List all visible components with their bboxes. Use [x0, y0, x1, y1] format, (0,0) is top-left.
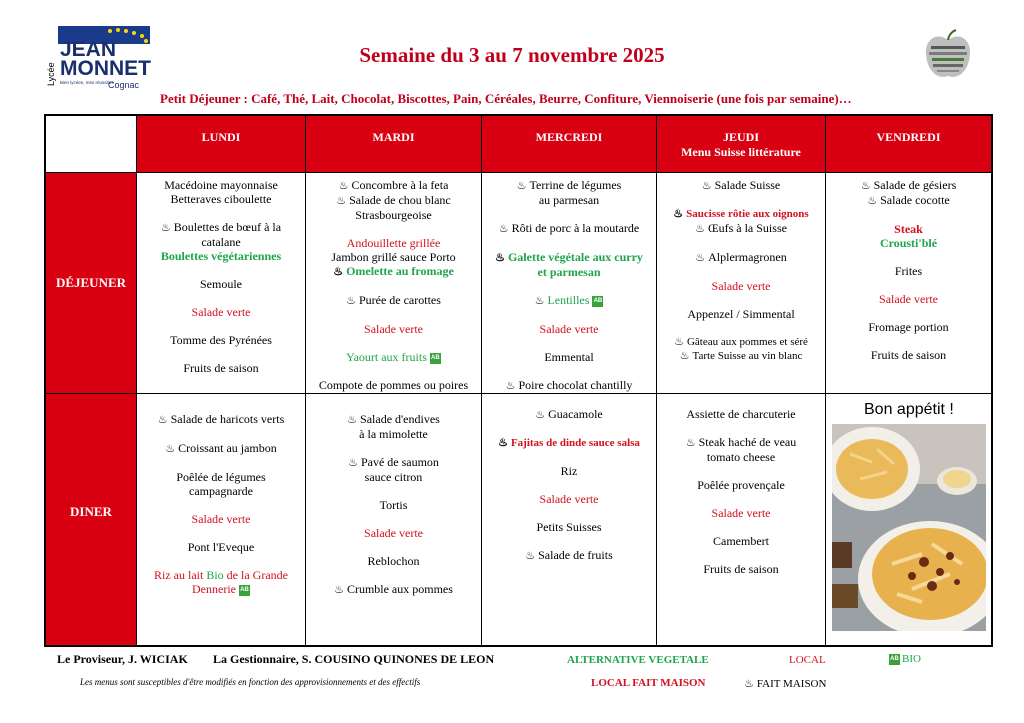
breakfast-line: Petit Déjeuner : Café, Thé, Lait, Chocolat, Biscottes, Pain, Céréales, Beurre, Confiture, Viennoiserie (une fois par semaine)… — [160, 91, 852, 106]
menu-item: Fruits de saison — [703, 562, 779, 576]
page-title: Semaine du 3 au 7 novembre 2025 — [359, 43, 665, 67]
menu-item: ♨ Salade de haricots verts — [157, 412, 285, 426]
signature-proviseur: Le Proviseur, J. WICIAK — [57, 652, 188, 666]
chef-hat-icon: ♨ — [157, 414, 168, 426]
menu-item: Reblochon — [367, 554, 420, 568]
menu-item: tomato cheese — [706, 450, 776, 464]
menu-item-vegetarian: ♨ Omelette au fromage — [333, 264, 454, 278]
row-label-dejeuner: DÉJEUNER — [46, 173, 136, 393]
menu-item: ♨ Purée de carottes — [346, 293, 441, 307]
menu-item: ♨ Crumble aux pommes — [334, 582, 453, 596]
row-label-diner: DINER — [46, 394, 136, 645]
menu-item: Semoule — [200, 277, 242, 291]
menu-item: ♨ Salade de chou blanc — [336, 193, 451, 207]
chef-hat-icon: ♨ — [679, 350, 690, 362]
lunch-jeudi — [657, 178, 825, 363]
signature-gestionnaire: La Gestionnaire, S. COUSINO QUINONES DE LEON — [213, 652, 495, 666]
chef-hat-icon: ♨ — [860, 180, 871, 192]
logo-jean: JEAN — [60, 38, 117, 61]
dinner-mercredi — [482, 407, 656, 577]
pasta-photo — [832, 424, 986, 631]
menu-item-local: Salade verte — [191, 305, 251, 319]
menu-item: ♨ Croissant au jambon — [165, 441, 277, 455]
menu-item-local: Steak — [894, 222, 923, 236]
ab-bio-icon: AB — [239, 585, 250, 596]
menu-item: Betteraves ciboulette — [170, 192, 272, 206]
dinner-lundi — [137, 412, 305, 596]
menu-item-local: Salade verte — [539, 492, 599, 506]
menu-item: Fruits de saison — [870, 348, 947, 362]
menu-item: ♨ Steak haché de veau — [685, 435, 797, 449]
menu-item: ♨ Boulettes de bœuf à la — [160, 220, 282, 234]
header-lundi: LUNDI — [137, 116, 305, 172]
logo-tagline: Bien lycéen, mes réussites — [60, 80, 114, 85]
menu-item: Jambon grillé sauce Porto — [331, 250, 456, 264]
chef-hat-icon: ♨ — [346, 295, 356, 307]
chef-hat-icon: ♨ — [695, 252, 706, 264]
header-jeudi: JEUDI Menu Suisse littérature — [657, 116, 825, 172]
menu-item: ♨ Salade de gésiers — [860, 178, 957, 192]
chef-hat-icon: ♨ — [338, 180, 349, 192]
legend-local: LOCAL — [789, 654, 826, 666]
dinner-mardi — [306, 412, 481, 611]
menu-item: à la mimolette — [359, 427, 428, 441]
chef-hat-icon: ♨ — [525, 550, 536, 562]
logo-lycee: Lycée — [46, 62, 56, 86]
chef-hat-icon: ♨ — [498, 223, 509, 235]
menu-item-local: Salade verte — [879, 292, 938, 306]
chef-hat-icon: ♨ — [336, 195, 347, 207]
menu-item-bio: Yaourt aux fruits AB — [346, 350, 440, 364]
menu-item: catalane — [201, 235, 241, 249]
chef-hat-icon: ♨ — [534, 295, 545, 307]
chef-hat-icon: ♨ — [685, 437, 696, 449]
menu-item: ♨ Salade Suisse — [701, 178, 781, 192]
chef-hat-icon: ♨ — [695, 223, 705, 235]
menu-item: ♨ Pavé de saumon — [348, 455, 439, 469]
chef-hat-icon: ♨ — [674, 336, 684, 348]
menu-item: ♨ Salade d'endives — [347, 412, 440, 426]
menu-item-vegetarian: Crousti'blé — [879, 236, 938, 250]
menu-item: Riz — [560, 464, 578, 478]
ab-bio-icon: AB — [592, 296, 603, 307]
menu-item-vegetarian: Boulettes végétariennes — [160, 249, 282, 263]
menu-item: au parmesan — [538, 193, 600, 207]
bon-appetit-text: Bon appétit ! — [864, 401, 954, 418]
menu-item: sauce citron — [364, 470, 423, 484]
menu-item: Petits Suisses — [536, 520, 602, 534]
menu-item-bio: Dennerie AB — [192, 582, 249, 596]
menu-item: Frites — [894, 264, 923, 278]
chef-hat-icon: ♨ — [495, 252, 505, 264]
header-mardi: MARDI — [306, 116, 481, 172]
menu-item: Assiette de charcuterie — [686, 407, 796, 421]
chef-hat-icon: ♨ — [347, 414, 358, 426]
menu-item-local: Salade verte — [364, 526, 423, 540]
word-cloud-apple-icon — [923, 28, 973, 82]
legend-bio: AB BIO — [890, 653, 921, 665]
dinner-jeudi — [657, 407, 825, 590]
menu-item: Macédoine mayonnaise — [164, 178, 278, 192]
chef-hat-icon: ♨ — [744, 678, 754, 690]
menu-item: Compote de pommes ou poires — [318, 378, 469, 392]
chef-hat-icon: ♨ — [673, 208, 684, 220]
menu-item: Poêlée de légumes — [176, 470, 266, 484]
menu-item-local: Salade verte — [191, 512, 251, 526]
menu-item-local: Salade verte — [711, 506, 771, 520]
menu-item: Strasbourgeoise — [355, 208, 432, 222]
menu-item-local: Salade verte — [539, 322, 599, 336]
menu-item: ♨ Tarte Suisse au vin blanc — [679, 350, 803, 362]
menu-item: ♨ Salade de fruits — [525, 548, 613, 562]
menu-item-local: Andouillette grillée — [346, 236, 441, 250]
menu-item: ♨ Rôti de porc à la moutarde — [498, 221, 640, 235]
menu-item: ♨ Guacamole — [535, 407, 603, 421]
lunch-vendredi — [826, 178, 991, 376]
logo-monnet: MONNET — [60, 57, 151, 80]
chef-hat-icon: ♨ — [498, 437, 508, 449]
menu-item: Tomme des Pyrénées — [170, 333, 272, 347]
menu-item-vegetarian: ♨ Galette végétale aux curry — [495, 250, 643, 264]
menu-item: ♨ Concombre à la feta — [338, 178, 449, 192]
legend-vegetale: ALTERNATIVE VEGETALE — [567, 654, 709, 666]
menu-item: Camembert — [713, 534, 769, 548]
menu-item: ♨ Salade cocotte — [867, 193, 950, 207]
disclaimer-note: Les menus sont susceptibles d'être modifiés en fonction des approvisionnements et des effectifs — [80, 677, 421, 687]
menu-item-local-fait-maison: ♨ Saucisse rôtie aux oignons — [673, 208, 809, 220]
menu-item-local-fait-maison: ♨ Fajitas de dinde sauce salsa — [498, 437, 640, 449]
row-divider — [44, 172, 993, 173]
lunch-mercredi — [482, 178, 656, 407]
menu-item-vegetarian: et parmesan — [537, 265, 601, 279]
header-vendredi: VENDREDI — [826, 116, 991, 172]
ab-bio-icon: AB — [430, 353, 441, 364]
legend-local-fait-maison: LOCAL FAIT MAISON — [591, 677, 706, 689]
menu-item-bio: Riz au lait Bio de la Grande — [154, 568, 288, 582]
header-mercredi: MERCREDI — [482, 116, 656, 172]
menu-item: Fruits de saison — [183, 361, 259, 375]
menu-item: Pont l'Eveque — [187, 540, 255, 554]
chef-hat-icon: ♨ — [535, 409, 546, 421]
chef-hat-icon: ♨ — [334, 584, 344, 596]
menu-item: ♨ Terrine de légumes — [516, 178, 622, 192]
chef-hat-icon: ♨ — [701, 180, 712, 192]
logo-city: Cognac — [108, 80, 140, 90]
menu-item-local: Salade verte — [711, 279, 771, 293]
chef-hat-icon: ♨ — [516, 180, 527, 192]
ab-bio-icon: AB — [889, 654, 900, 665]
menu-item: ♨ Poire chocolat chantilly — [505, 378, 633, 392]
menu-item: ♨ Œufs à la Suisse — [695, 221, 787, 235]
legend-fait-maison: ♨ FAIT MAISON — [744, 678, 827, 690]
menu-item: Tortis — [379, 498, 408, 512]
lunch-lundi — [137, 178, 305, 389]
chef-hat-icon: ♨ — [160, 222, 171, 234]
menu-item: ♨ Gâteau aux pommes et séré — [674, 336, 808, 348]
menu-item: ♨ Alplermagronen — [695, 250, 787, 264]
chef-hat-icon: ♨ — [165, 443, 176, 455]
menu-item: campagnarde — [189, 484, 253, 498]
menu-item: Emmental — [544, 350, 594, 364]
chef-hat-icon: ♨ — [348, 457, 358, 469]
lunch-mardi — [306, 178, 481, 406]
menu-item: Appenzel / Simmental — [687, 307, 795, 321]
chef-hat-icon: ♨ — [505, 380, 516, 392]
chef-hat-icon: ♨ — [867, 195, 878, 207]
menu-item-local: Salade verte — [364, 322, 423, 336]
menu-item-bio: ♨ Lentilles AB — [534, 293, 603, 307]
menu-item: Fromage portion — [868, 320, 949, 334]
chef-hat-icon: ♨ — [333, 266, 344, 278]
menu-item: Poêlée provençale — [697, 478, 785, 492]
